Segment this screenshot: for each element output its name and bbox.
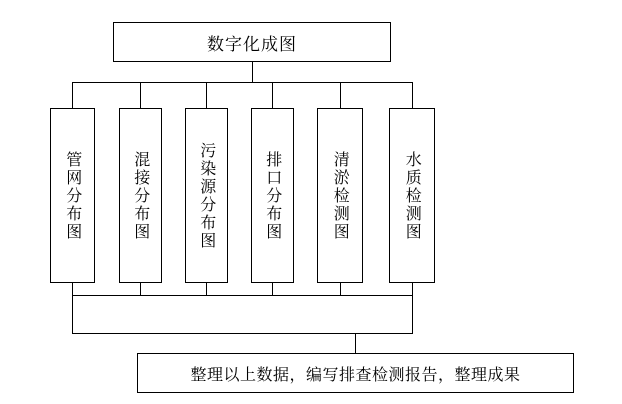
node-dredging-inspection-map bbox=[317, 108, 363, 283]
node-label: 清淤检测图 bbox=[331, 150, 351, 241]
node-label: 排口分布图 bbox=[263, 150, 283, 241]
connector-drop-6 bbox=[412, 82, 413, 108]
connector-to-bottom-node bbox=[355, 333, 356, 353]
connector-rise-3 bbox=[206, 283, 207, 295]
node-pipe-network-distribution-map bbox=[50, 108, 95, 283]
connector-drop-4 bbox=[272, 82, 273, 108]
node-label: 管网分布图 bbox=[63, 150, 83, 241]
connector-drop-2 bbox=[140, 82, 141, 108]
node-label: 污染源分布图 bbox=[197, 141, 217, 250]
connector-rise-5 bbox=[340, 283, 341, 295]
node-mixed-connection-distribution-map bbox=[119, 108, 162, 283]
connector-rise-4 bbox=[272, 283, 273, 295]
connector-bus-bottom-2 bbox=[72, 333, 413, 334]
node-water-quality-inspection-map bbox=[389, 108, 435, 283]
connector-rise-2 bbox=[140, 283, 141, 295]
node-pollution-source-distribution-map bbox=[185, 108, 228, 283]
node-label: 水质检测图 bbox=[403, 150, 423, 241]
connector-drop-1 bbox=[72, 82, 73, 108]
connector-bus-bottom bbox=[72, 295, 413, 296]
connector-rise-6 bbox=[412, 283, 413, 333]
node-label: 混接分布图 bbox=[131, 150, 151, 241]
connector-drop-3 bbox=[206, 82, 207, 108]
connector-rise-1 bbox=[72, 283, 73, 295]
node-digital-mapping-label: 数字化成图 bbox=[207, 34, 297, 55]
node-summarize-data-label: 整理以上数据，编写排查检测报告，整理成果 bbox=[190, 364, 521, 384]
node-summarize-data bbox=[137, 353, 574, 393]
connector-top-to-bus bbox=[252, 62, 253, 82]
node-outlet-distribution-map bbox=[251, 108, 294, 283]
connector-bus-top bbox=[72, 82, 413, 83]
connector-drop-5 bbox=[340, 82, 341, 108]
connector-bus-left-drop bbox=[72, 295, 73, 333]
node-digital-mapping bbox=[113, 22, 391, 62]
